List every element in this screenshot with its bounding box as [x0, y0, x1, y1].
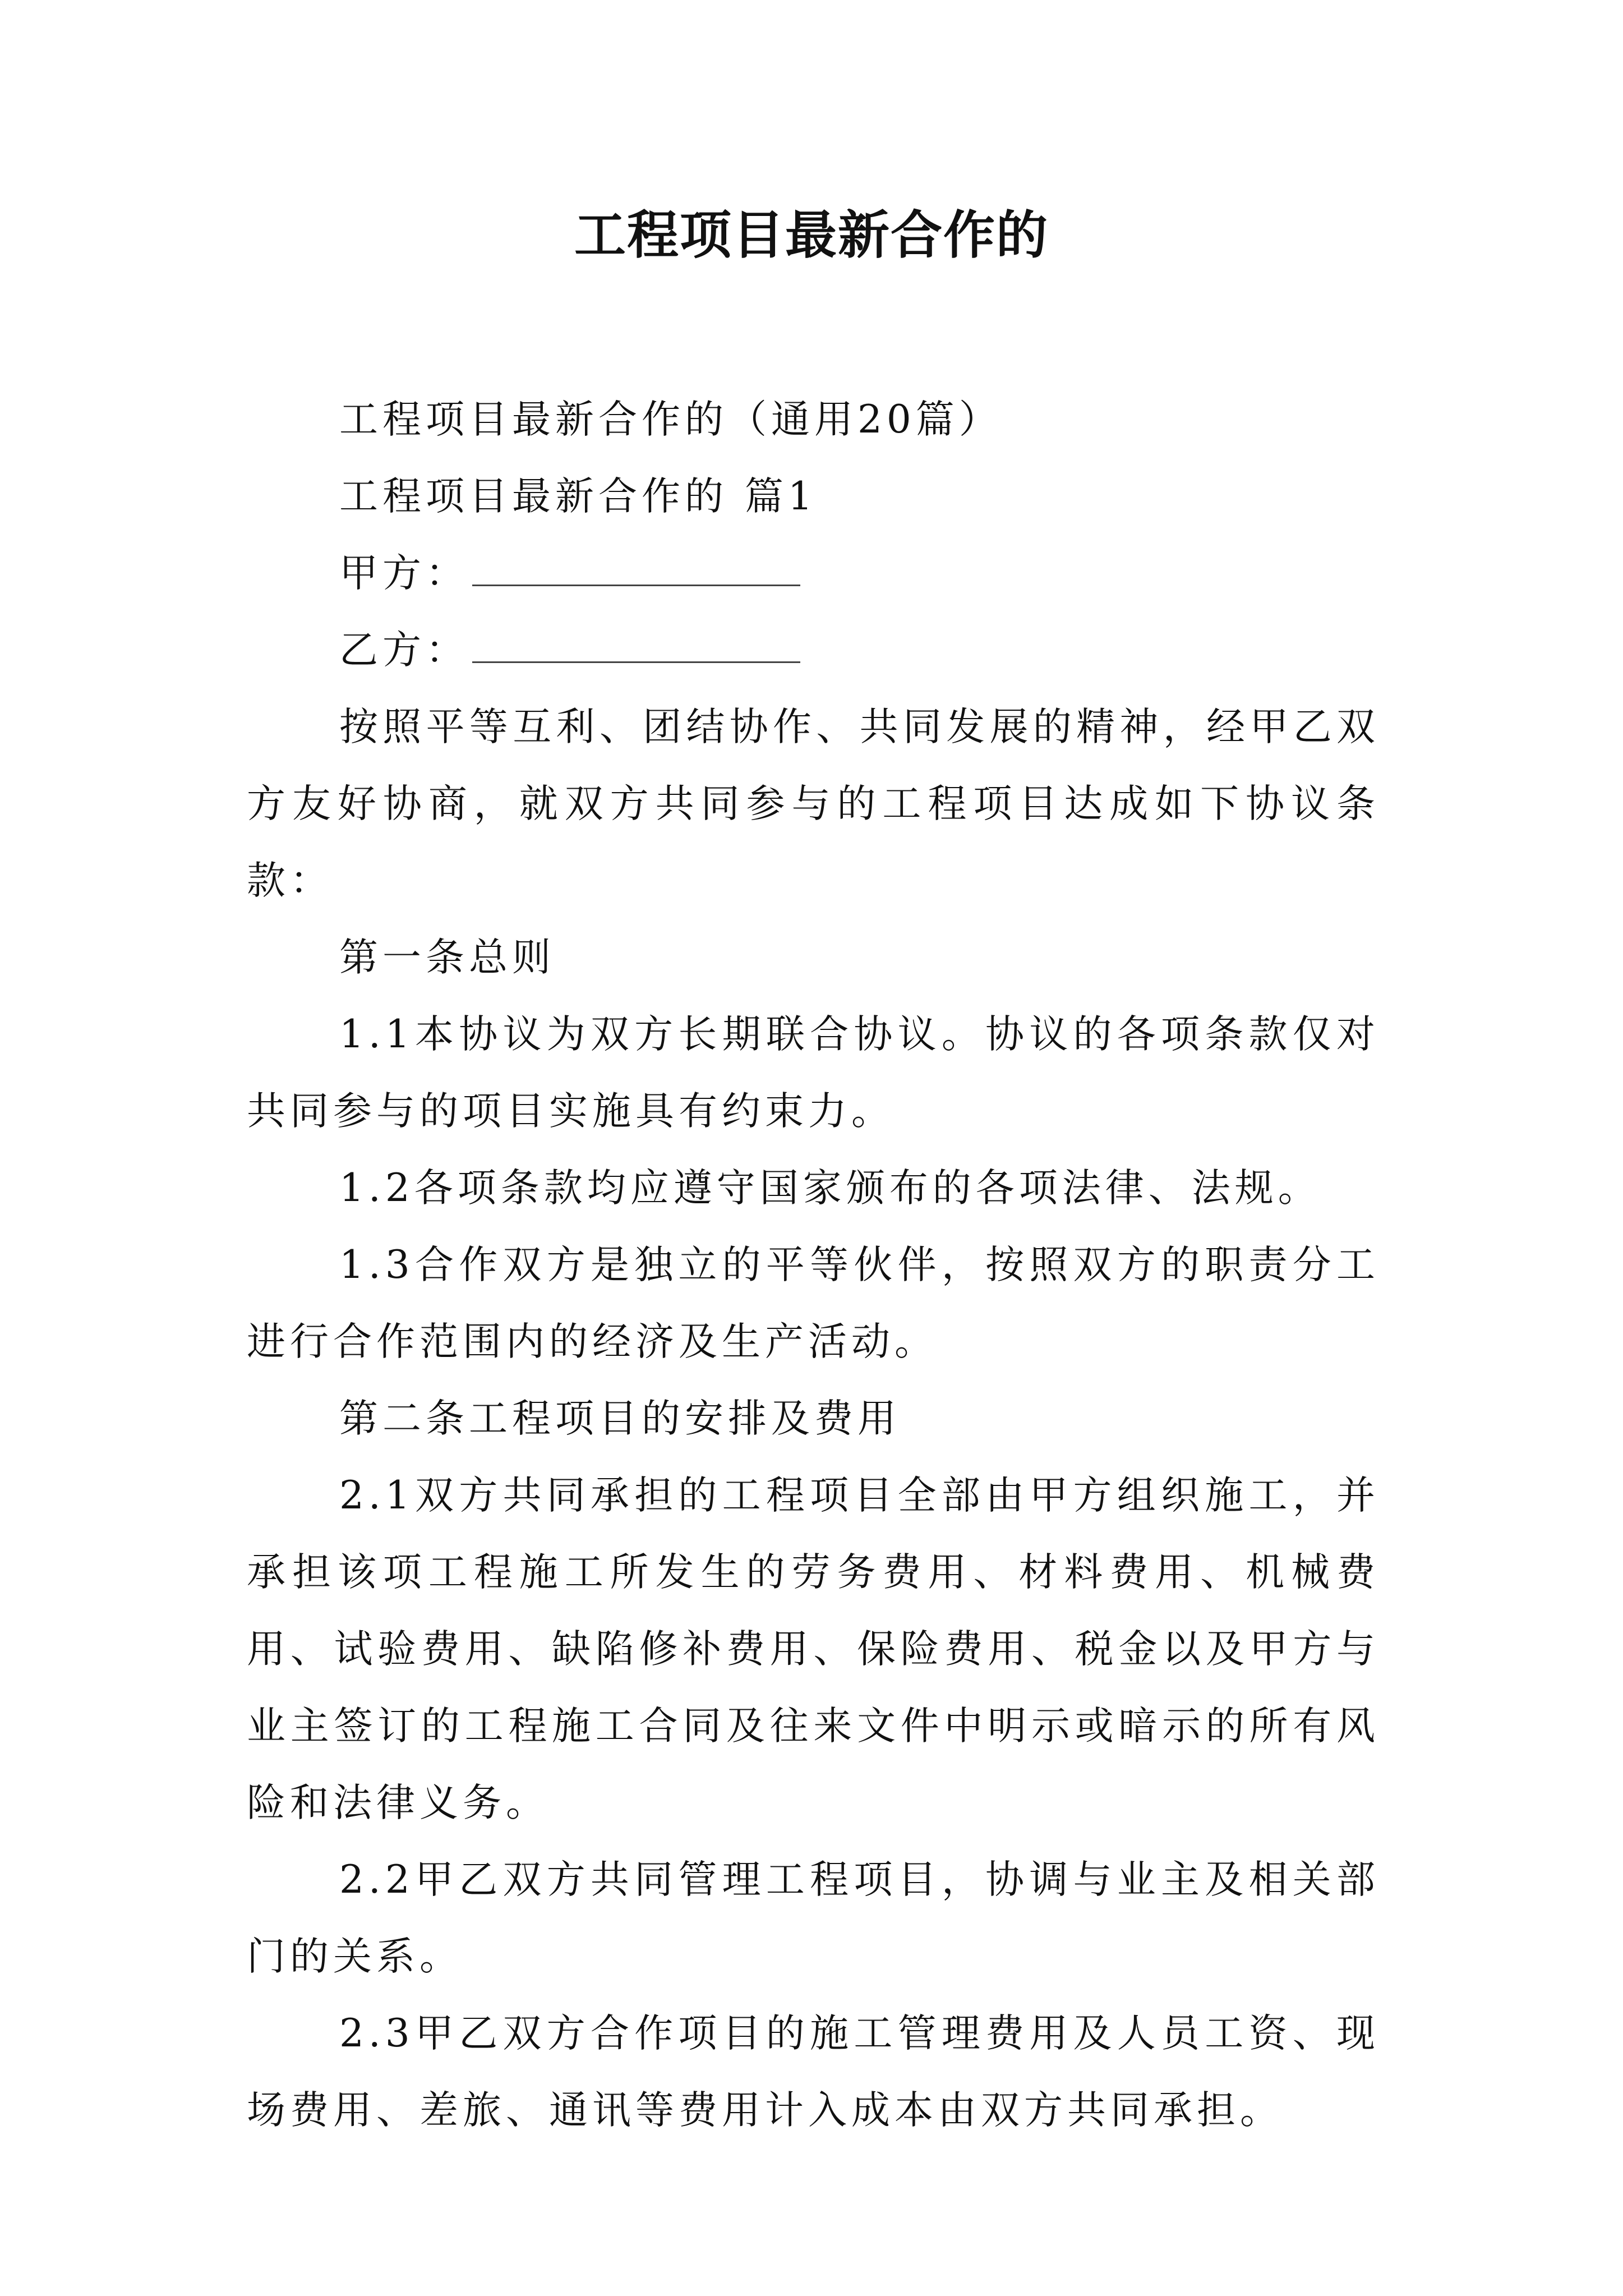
article-1-heading: 第一条总则	[339, 935, 555, 980]
party-b-line	[247, 612, 1380, 689]
clause-1-3: 1.3合作双方是独立的平等伙伴，按照双方的职责分工进行合作范围内的经济及生产活动。	[247, 1243, 1380, 1364]
party-b-label: 乙方：	[339, 628, 469, 673]
article-2-heading: 第二条工程项目的安排及费用	[339, 1396, 901, 1441]
document-body	[247, 381, 1380, 2149]
document-title: 工程项目最新合作的	[574, 205, 1049, 265]
section-heading: 工程项目最新合作的 篇1	[339, 474, 817, 519]
document-subtitle: 工程项目最新合作的（通用20篇）	[339, 397, 1002, 442]
party-b-blank	[472, 628, 800, 663]
clause-2-1: 2.1双方共同承担的工程项目全部由甲方组织施工，并承担该项工程施工所发生的劳务费用、材料费用、机械费用、试验费用、缺陷修补费用、保险费用、税金以及甲方与业主签订的工程施工合同及往来文件中明示或暗示的所有风险和法律义务。	[247, 1473, 1380, 1825]
party-a-line	[247, 535, 1380, 612]
clause-2-3: 2.3甲乙双方合作项目的施工管理费用及人员工资、现场费用、差旅、通讯等费用计入成本由双方共同承担。	[247, 2011, 1380, 2133]
clause-1-1: 1.1本协议为双方长期联合协议。协议的各项条款仅对共同参与的项目实施具有约束力。	[247, 1012, 1380, 1134]
clause-2-2: 2.2甲乙双方共同管理工程项目，协调与业主及相关部门的关系。	[247, 1857, 1380, 1979]
paragraph-preamble: 按照平等互利、团结协作、共同发展的精神，经甲乙双方友好协商，就双方共同参与的工程项目达成如下协议条款：	[247, 705, 1380, 903]
party-a-blank	[472, 551, 800, 586]
party-a-label: 甲方：	[339, 551, 469, 596]
clause-1-2: 1.2各项条款均应遵守国家颁布的各项法律、法规。	[339, 1166, 1321, 1211]
